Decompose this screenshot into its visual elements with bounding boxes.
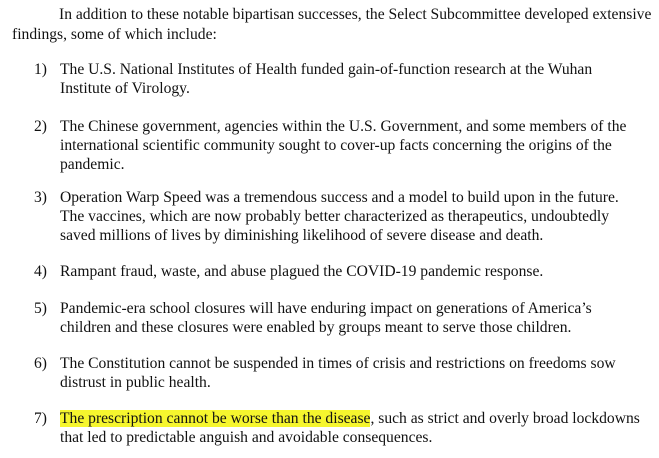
finding-text: Rampant fraud, waste, and abuse plagued the COVID-19 pandemic response. bbox=[60, 263, 544, 280]
finding-text bbox=[60, 409, 644, 447]
finding-item-6 bbox=[34, 354, 644, 392]
finding-text: The Chinese government, agencies within the U.S. Government, and some members of the international scientific community sought to cover-up facts concerning the origins of the pandemic. bbox=[60, 118, 627, 173]
finding-text: The Constitution cannot be suspended in times of crisis and restrictions on freedoms sow distrust in public health. bbox=[60, 355, 616, 391]
finding-number: 3) bbox=[34, 189, 47, 206]
finding-text: The U.S. National Institutes of Health funded gain-of-function research at the Wuhan Institute of Virology. bbox=[60, 61, 593, 97]
finding-number: 1) bbox=[34, 61, 47, 78]
finding-item-2 bbox=[34, 117, 644, 174]
highlighted-phrase: The prescription cannot be worse than the disease bbox=[60, 410, 371, 427]
finding-number: 7) bbox=[34, 410, 47, 427]
finding-item-1 bbox=[34, 60, 644, 98]
intro-paragraph: In addition to these notable bipartisan successes, the Select Subcommittee developed extensive findings, some of which include: bbox=[12, 6, 652, 43]
finding-item-4 bbox=[34, 262, 644, 281]
finding-text-rest: , such as strict and overly broad lockdowns that led to predictable anguish and avoidable consequences. bbox=[60, 410, 640, 446]
finding-text: Operation Warp Speed was a tremendous success and a model to build upon in the future. The vaccines, which are now probably better characterized as therapeutics, undoubtedly saved millions of lives by diminishing likelihood of severe disease and death. bbox=[60, 189, 619, 244]
finding-number: 5) bbox=[34, 300, 47, 317]
finding-item-3 bbox=[34, 188, 644, 245]
finding-number: 6) bbox=[34, 355, 47, 372]
finding-number: 2) bbox=[34, 118, 47, 135]
finding-text: Pandemic-era school closures will have enduring impact on generations of America’s children and these closures were enabled by groups meant to serve those children. bbox=[60, 300, 592, 336]
finding-number: 4) bbox=[34, 263, 47, 280]
finding-item-5 bbox=[34, 299, 644, 337]
finding-item-7 bbox=[34, 409, 644, 447]
